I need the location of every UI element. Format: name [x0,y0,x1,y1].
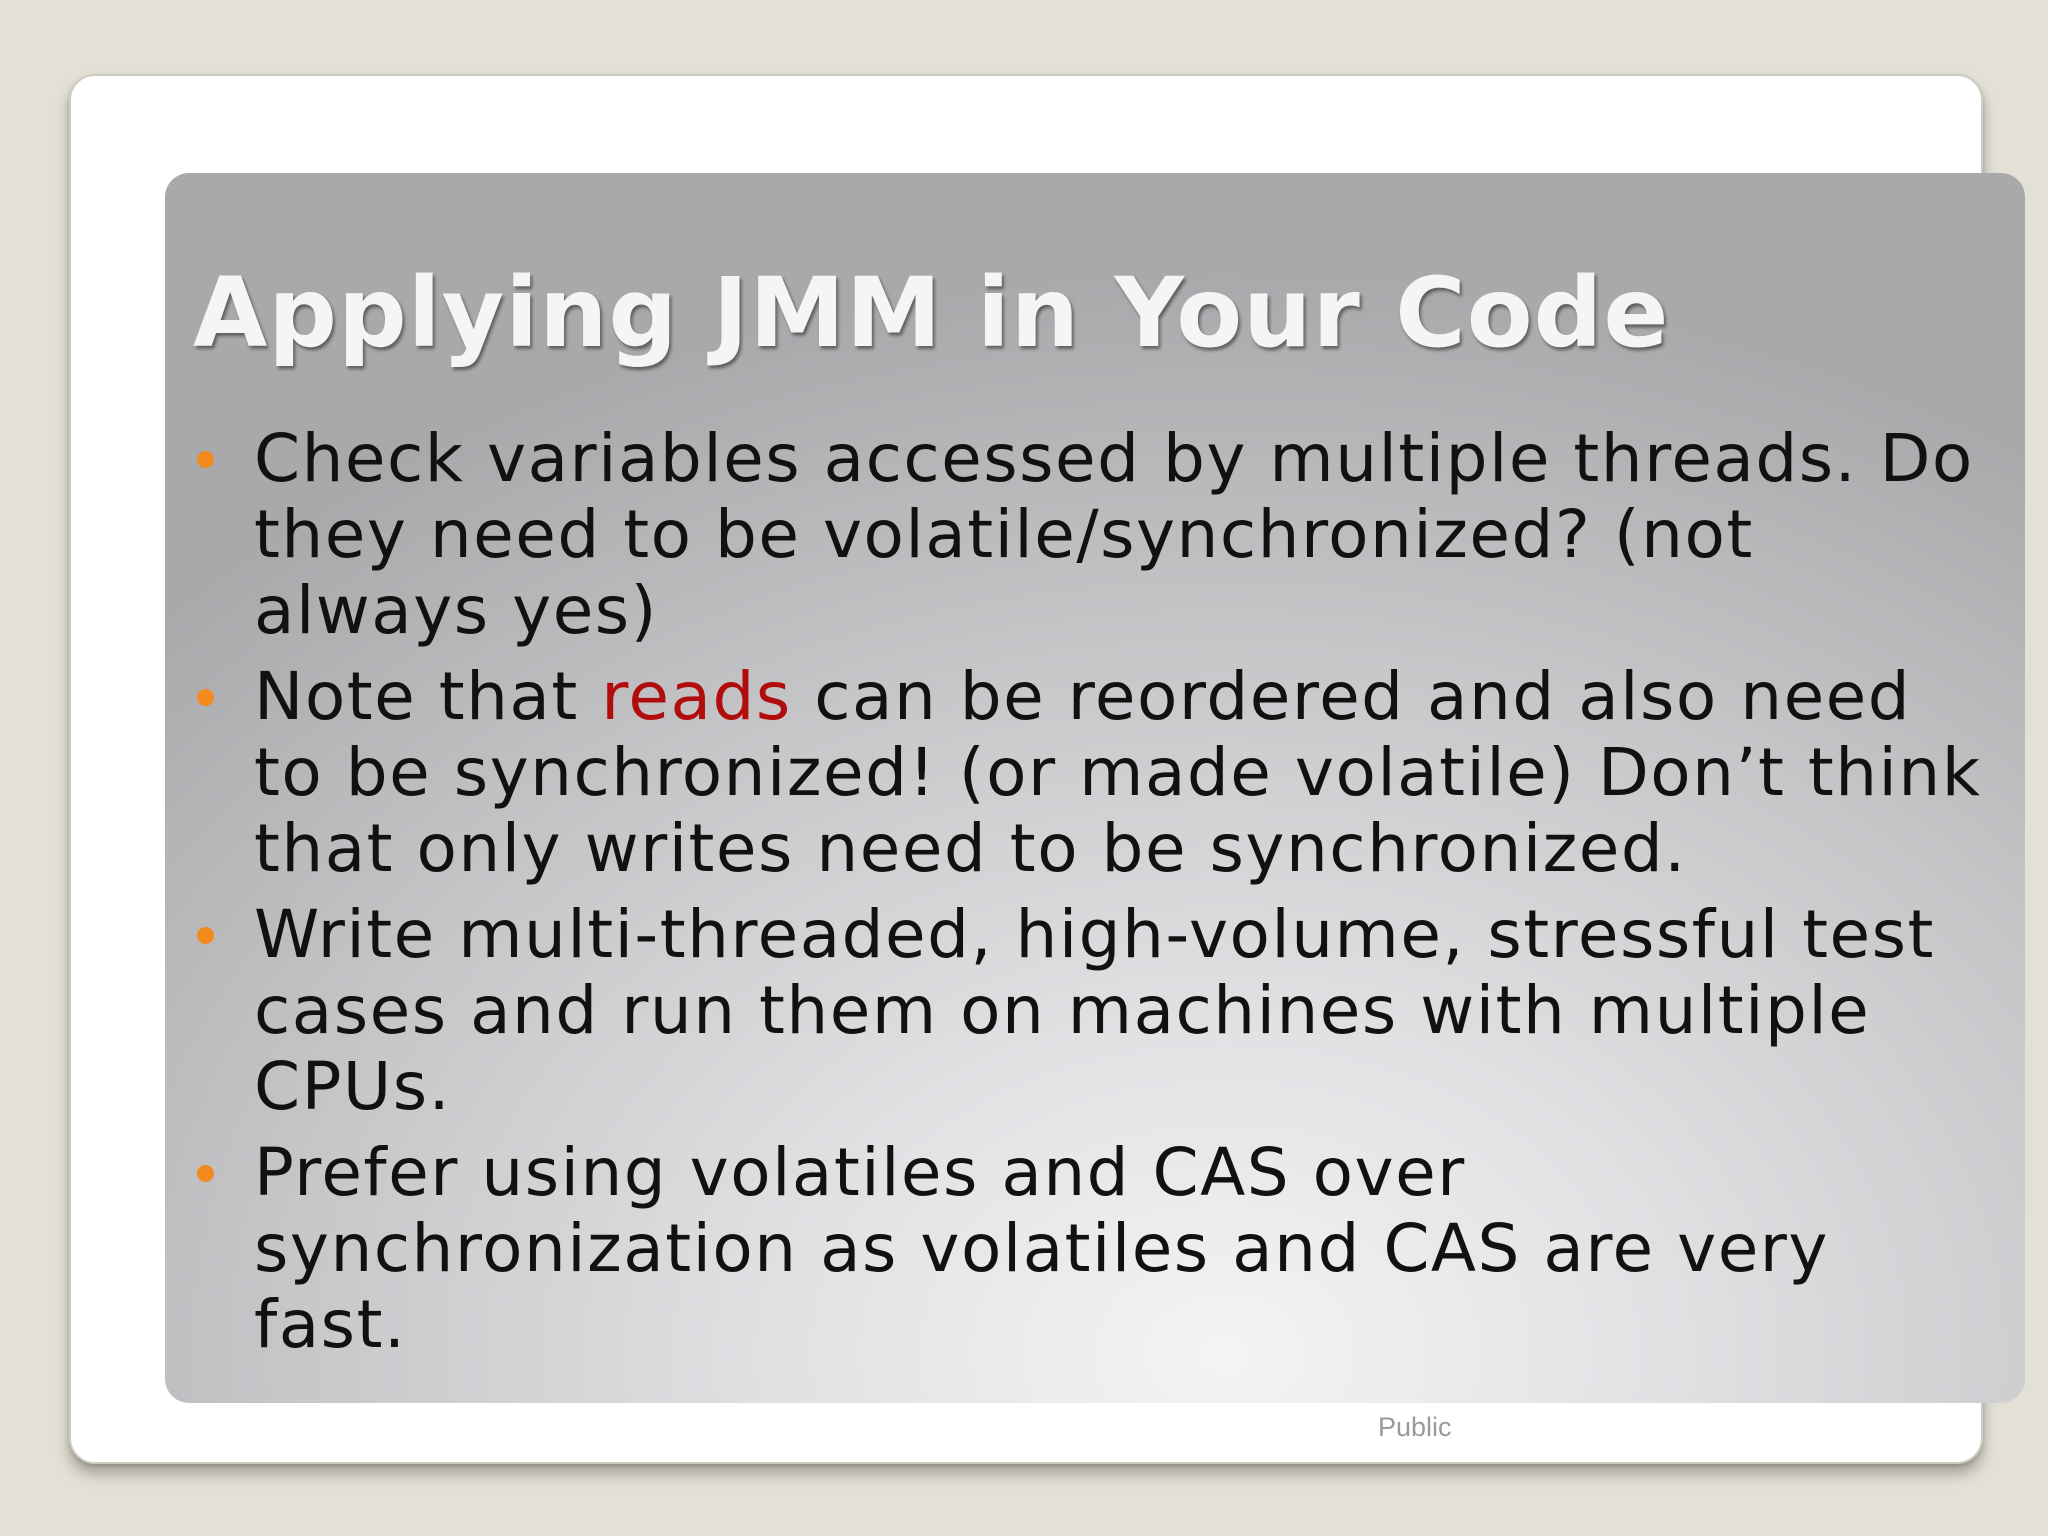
bullet-line [254,659,2015,735]
bullet-line: they need to be volatile/synchronized? (not [254,496,1754,573]
bullet-dot-icon [197,1165,214,1182]
slide-content-panel [165,173,2025,1403]
bullet-line: fast. [254,1286,407,1363]
bullet-line: that only writes need to be synchronized. [254,810,1687,887]
bullet-line: to be synchronized! (or made volatile) Don’t think [254,734,1982,811]
bullet-line: synchronization as volatiles and CAS are very [254,1210,1829,1287]
bullet-item-1 [165,421,2015,649]
bullet-text [254,897,2015,1125]
bullet-text [254,659,2015,887]
bullet-line: Prefer using volatiles and CAS over [254,1134,1466,1211]
bullet-dot-icon [197,927,214,944]
bullet-line: always yes) [254,572,658,649]
bullet-line: Check variables accessed by multiple threads. Do [254,420,1974,497]
bullet-line: CPUs. [254,1048,452,1125]
slide-card [69,74,1983,1464]
bullet-line: cases and run them on machines with multiple [254,972,1871,1049]
bullet-line: Write multi-threaded, high-volume, stressful test [254,896,1935,973]
bullet-dot-icon [197,689,214,706]
bullet-text-segment: Note that [254,658,602,735]
bullet-item-2 [165,659,2015,887]
bullet-text [254,421,2015,649]
highlighted-word: reads [601,658,792,735]
bullet-dot-icon [197,451,214,468]
slide-title: Applying JMM in Your Code [193,257,1670,369]
bullet-list [165,421,2015,1373]
footer-classification-label: Public [1378,1412,1452,1442]
bullet-text [254,1135,2015,1363]
bullet-item-3 [165,897,2015,1125]
bullet-text-segment: can be reordered and also need [791,658,1912,735]
bullet-item-4 [165,1135,2015,1363]
